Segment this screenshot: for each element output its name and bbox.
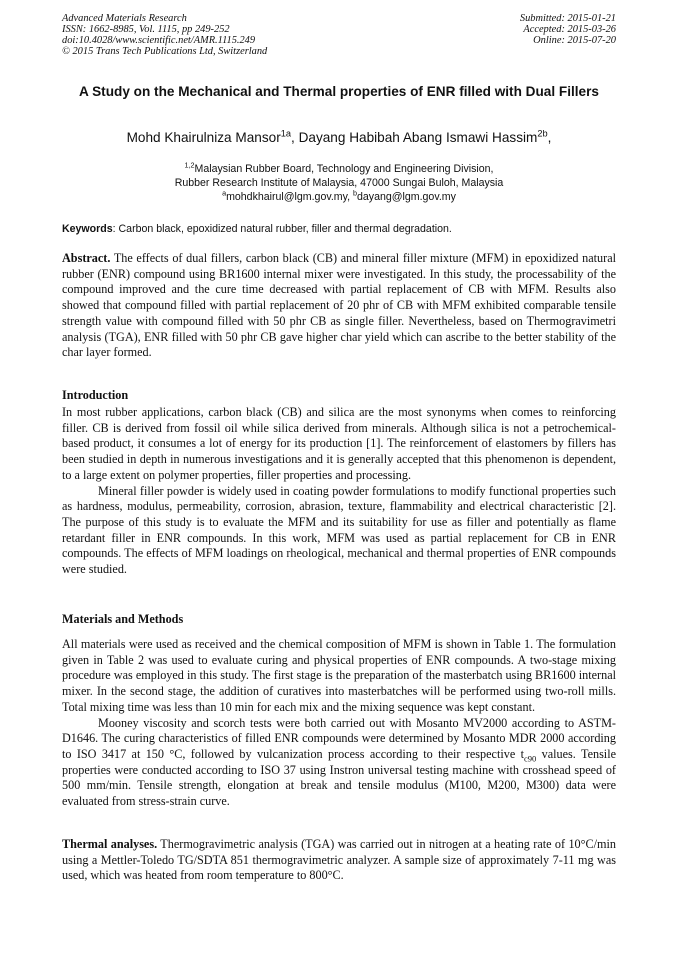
author-2-name: Dayang Habibah Abang Ismawi Hassim [298,130,538,145]
author-end: , [547,130,552,145]
introduction-body [62,405,616,578]
journal-doi: doi:10.4028/www.scientific.net/AMR.1115.249 [62,34,256,46]
keywords [62,222,616,236]
thermal-analyses [62,837,616,884]
author-separator: , [291,130,299,145]
journal-copyright: © 2015 Trans Tech Publications Ltd, Switzerland [62,45,268,57]
abstract-label: Abstract. [62,251,111,265]
online-date: Online: 2015-07-20 [533,34,616,46]
affiliation-line-1 [62,162,616,176]
author-1-name: Mohd Khairulniza Mansor [126,130,281,145]
email-a-sup: a [222,188,227,198]
journal-name: Advanced Materials Research [62,13,187,24]
keywords-text: : Carbon black, epoxidized natural rubber, filler and thermal degradation. [112,223,452,235]
paper-title: A Study on the Mechanical and Thermal properties of ENR filled with Dual Fillers [79,84,599,99]
methods-heading: Materials and Methods [62,612,184,626]
author-2-sup: 2b [537,128,548,139]
methods-body [62,637,616,810]
methods-p2-part-a: Mooney viscosity and scorch tests were both carried out with Mosanto MV2000 according to ASTM-D1646. The curing characteristics of filled ENR compounds were determined by Mosanto MDR 2000 according to ISO 3417 at 150 °C, followed by vulcanization process according to their respective t [62,715,616,761]
methods-paragraph-2 [62,716,616,810]
affiliation [62,162,616,204]
abstract [62,251,616,361]
methods-p2-part-b: values. Tensile properties were conducted according to ISO 37 using Instron universal testing machine with crosshead speed of 500 mm/min. Tensile strength, elongation at break and tensile modulus (M100, M200, M300) data were evaluated from stress-strain curve. [62,746,616,809]
keywords-label: Keywords [62,223,113,235]
accepted-date: Accepted: 2015-03-26 [523,23,616,35]
submitted-date: Submitted: 2015-01-21 [519,13,616,24]
tc90-subscript: c90 [523,753,537,764]
methods-paragraph-1: All materials were used as received and the chemical composition of MFM is shown in Table 1. The formulation given in Table 2 was used to evaluate curing and physical properties of ENR compounds. A two-stage mixing procedure was employed in this study. The first stage is the preparation of the masterbatch using BR1600 internal mixer. In the second stage, the addition of curatives into masterbatches will be performed using two-roll mills. Total mixing time was less than 10 min for each mix and the mixing sequence was kept constant. [62,637,616,714]
introduction-paragraph-2: Mineral filler powder is widely used in coating powder formulations to modify functional properties such as hardness, modulus, permeability, corrosion, abrasion, texture, flammability and electrical characteristic [2]. The purpose of this study is to evaluate the MFM and its suitability for use as filler and potentially as flame retardant filler in ENR compounds. In this work, MFM was used as partial replacement for CB in ENR compounds. The effects of MFM loadings on rheological, mechanical and thermal properties of ENR compounds were studied. [62,483,616,577]
affiliation-line-2: Rubber Research Institute of Malaysia, 47000 Sungai Buloh, Malaysia [174,177,504,189]
submission-dates [520,14,616,47]
thermal-label: Thermal analyses. [62,837,158,851]
email-b-sup: b [353,188,358,198]
email-a[interactable]: mohdkhairul@lgm.gov.my, [226,191,354,203]
author-list [40,129,638,147]
author-1-sup: 1a [280,128,291,139]
affiliation-org: Malaysian Rubber Board, Technology and Engineering Division, [194,163,494,175]
email-b[interactable]: dayang@lgm.gov.my [357,191,456,203]
journal-issn: ISSN: 1662-8985, Vol. 1115, pp 249-252 [62,23,230,35]
journal-info [62,14,267,58]
thermal-text: Thermogravimetric analysis (TGA) was carried out in nitrogen at a heating rate of 10°C/min using a Mettler-Toledo TG/SDTA 851 thermogravimetric analyzer. A sample size of approximately 7-11 mg was used, which was heated from room temperature to 800°C. [62,837,617,883]
introduction-paragraph-1: In most rubber applications, carbon black (CB) and silica are the most synonyms when comes to reinforcing filler. CB is derived from fossil oil while silica derived from minerals. Although silica is not a petrochemical-based product, it consumes a lot of energy for its production [1]. The reinforcement of elastomers by fillers has been studied in depth in numerous investigations and it is generally accepted that this phenomenon is dependent, to a large extent on polymer properties, filler properties and processing. [62,405,616,482]
affiliation-sup: 1,2 [184,160,195,170]
introduction-heading: Introduction [62,388,129,402]
abstract-text: The effects of dual fillers, carbon black (CB) and mineral filler mixture (MFM) in epoxidized natural rubber (ENR) compound using BR1600 internal mixer were investigated. In this study, the processability of the compound improved and the cure time decreased with partial replacement of CB with MFM. Results also showed that compound filled with partial replacement of 20 phr of CB with MFM exhibited comparable tensile strength value with compound filled with 50 phr CB as single filler. Nevertheless, based on Thermogravimetri analysis (TGA), ENR filled with 50 phr CB gave higher char yield which can ascribe to the better stability of the char layer formed. [62,251,616,360]
affiliation-emails [62,190,616,204]
